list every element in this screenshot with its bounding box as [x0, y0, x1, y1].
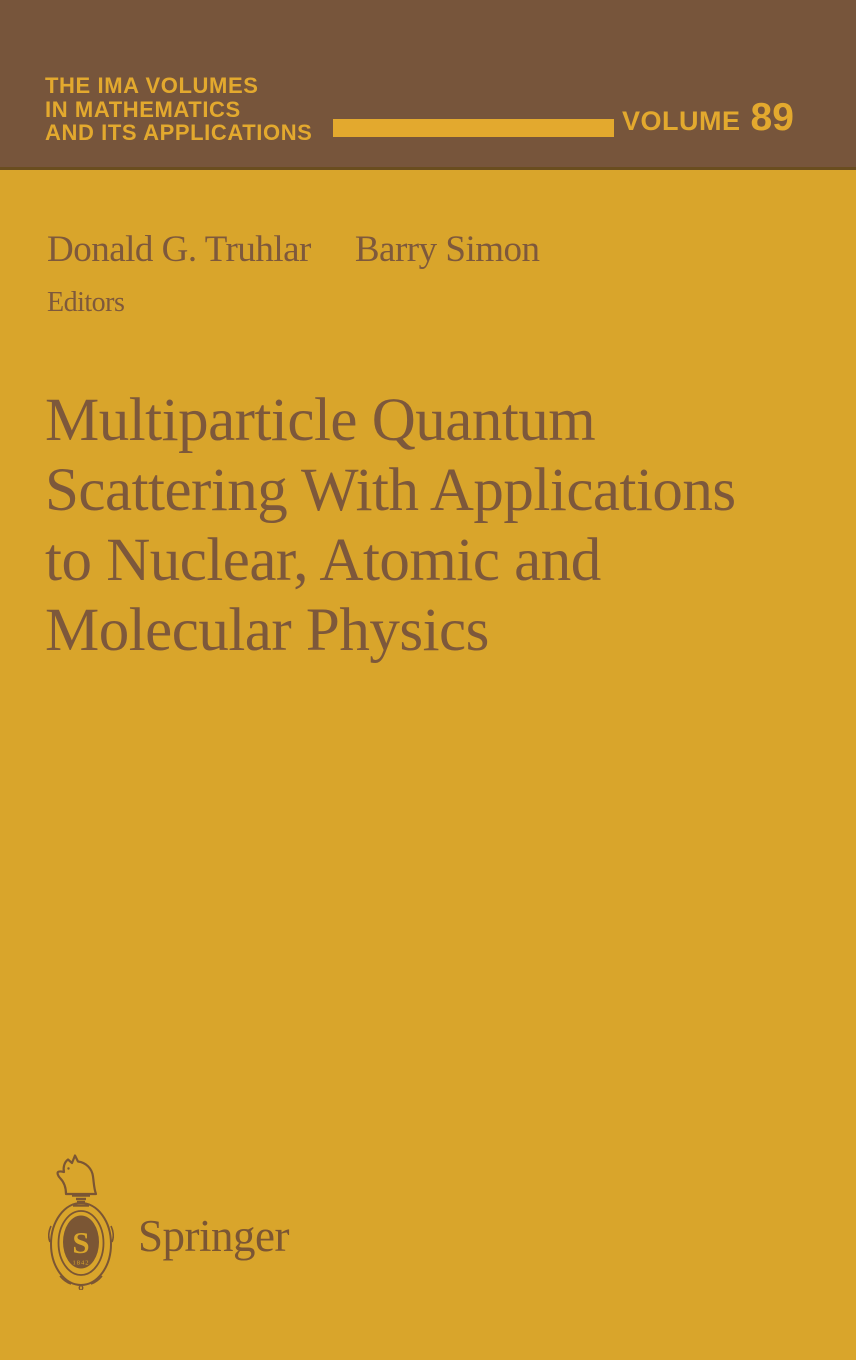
editor-names — [47, 230, 540, 271]
book-title — [45, 386, 736, 666]
editors-block — [47, 230, 540, 319]
series-band — [0, 0, 856, 170]
series-name-line3: AND ITS APPLICATIONS — [45, 120, 313, 145]
volume-number: 89 — [750, 96, 794, 139]
volume-label: VOLUME — [622, 106, 741, 136]
editor-name-1: Donald G. Truhlar — [47, 229, 311, 270]
publisher-block — [48, 1154, 289, 1290]
publisher-name: Springer — [138, 1211, 289, 1261]
volume-indicator — [622, 98, 794, 137]
editors-label: Editors — [47, 286, 125, 318]
series-name-line2: IN MATHEMATICS — [45, 96, 241, 122]
book-title-line2: Scattering With Applications — [45, 457, 736, 524]
book-title-line3: to Nuclear, Atomic and — [45, 527, 601, 594]
editor-name-2: Barry Simon — [354, 229, 540, 270]
monogram-letter: S — [72, 1225, 90, 1260]
knight-eye — [67, 1167, 69, 1169]
knight-icon — [58, 1156, 96, 1195]
series-name-line1: THE IMA VOLUMES — [45, 73, 259, 98]
divider-bar — [333, 119, 614, 137]
book-title-line1: Multiparticle Quantum — [45, 387, 596, 454]
series-name — [45, 74, 312, 145]
book-title-line4: Molecular Physics — [45, 597, 489, 664]
emblem-year: 1842 — [72, 1259, 90, 1267]
springer-knight-emblem-icon — [48, 1154, 114, 1290]
